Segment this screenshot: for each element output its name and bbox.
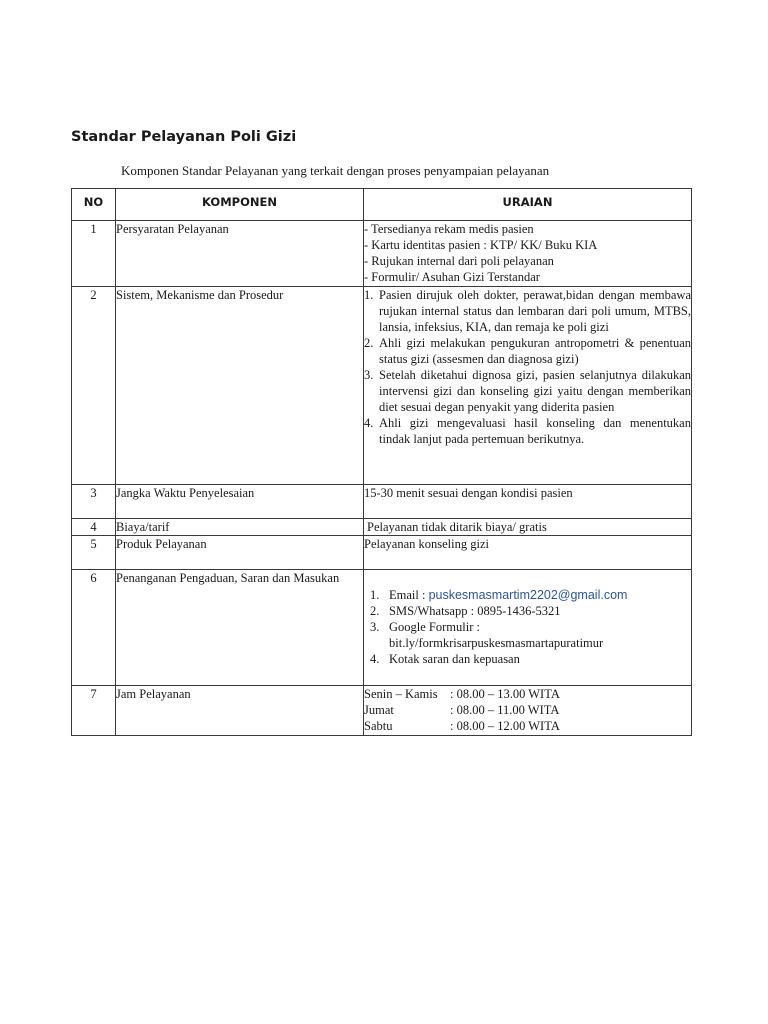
procedure-steps xyxy=(364,287,691,447)
row-komponen: Sistem, Mekanisme dan Prosedur xyxy=(116,287,364,485)
contact-item-google-form xyxy=(364,619,691,651)
step-number: 1. xyxy=(364,288,374,302)
row-number: 6 xyxy=(72,570,116,686)
table-row xyxy=(72,519,692,536)
row-komponen: Produk Pelayanan xyxy=(116,536,364,570)
uraian-line: - Formulir/ Asuhan Gizi Terstandar xyxy=(364,270,540,284)
table-row xyxy=(72,570,692,686)
row-number: 1 xyxy=(72,221,116,287)
row-number: 5 xyxy=(72,536,116,570)
step-text: Pasien dirujuk oleh dokter, perawat,bidan dengan membawa rujukan internal status dan lembaran dari poli umum, MTBS, lansia, infeksius, KIA, dan remaja ke poli gizi xyxy=(379,288,691,334)
step-text: Ahli gizi melakukan pengukuran antropometri & penentuan status gizi (assesmen dan diagnosa gizi) xyxy=(379,336,691,366)
row-number: 7 xyxy=(72,686,116,736)
row-uraian: Pelayanan tidak ditarik biaya/ gratis xyxy=(364,519,692,536)
row-number: 3 xyxy=(72,485,116,519)
table-row xyxy=(72,536,692,570)
row-uraian xyxy=(364,686,692,736)
uraian-line: - Tersedianya rekam medis pasien xyxy=(364,222,534,236)
step-number: 3. xyxy=(364,368,374,382)
contact-label: SMS/Whatsapp : 0895-1436-5321 xyxy=(389,604,561,618)
contact-number: 2. xyxy=(370,604,380,618)
procedure-step xyxy=(364,287,691,335)
header-no: NO xyxy=(72,189,116,221)
row-uraian xyxy=(364,570,692,686)
schedule-time: : 08.00 – 12.00 WITA xyxy=(450,719,560,733)
step-text: Ahli gizi mengevaluasi hasil konseling dan menentukan tindak lanjut pada pertemuan berikutnya. xyxy=(379,416,691,446)
row-komponen: Jam Pelayanan xyxy=(116,686,364,736)
table-row xyxy=(72,287,692,485)
row-number: 4 xyxy=(72,519,116,536)
contact-label: Google Formulir : xyxy=(389,620,480,634)
header-komponen: KOMPONEN xyxy=(116,189,364,221)
contact-number: 1. xyxy=(370,588,380,602)
contact-label: Email : xyxy=(389,588,429,602)
step-number: 4. xyxy=(364,416,374,430)
row-komponen: Persyaratan Pelayanan xyxy=(116,221,364,287)
email-link[interactable]: puskesmasmartim2202@gmail.com xyxy=(428,588,628,602)
contact-list xyxy=(364,587,691,667)
row-number: 2 xyxy=(72,287,116,485)
schedule-row xyxy=(364,718,691,734)
row-uraian: Pelayanan konseling gizi xyxy=(364,536,692,570)
contact-item-kotak-saran xyxy=(364,651,691,667)
procedure-step xyxy=(364,415,691,447)
schedule-day: Sabtu xyxy=(364,719,393,733)
row-uraian: 15-30 menit sesuai dengan kondisi pasien xyxy=(364,485,692,519)
row-uraian xyxy=(364,221,692,287)
schedule-time: : 08.00 – 11.00 WITA xyxy=(450,703,560,717)
table-row xyxy=(72,686,692,736)
step-text: Setelah diketahui dignosa gizi, pasien selanjutnya dilakukan intervensi gizi dan konseling gizi yaitu dengan memberikan diet sesuai degan penyakit yang diderita pasien xyxy=(379,368,691,414)
document-subtitle: Komponen Standar Pelayanan yang terkait dengan proses penyampaian pelayanan xyxy=(121,163,550,178)
contact-number: 3. xyxy=(370,620,380,634)
contact-label: Kotak saran dan kepuasan xyxy=(389,652,520,666)
schedule-time: : 08.00 – 13.00 WITA xyxy=(450,687,560,701)
procedure-step xyxy=(364,335,691,367)
row-komponen: Jangka Waktu Penyelesaian xyxy=(116,485,364,519)
contact-item-email xyxy=(364,587,691,603)
row-komponen: Biaya/tarif xyxy=(116,519,364,536)
uraian-line: - Rujukan internal dari poli pelayanan xyxy=(364,254,554,268)
table-row xyxy=(72,485,692,519)
contact-item-whatsapp xyxy=(364,603,691,619)
procedure-step xyxy=(364,367,691,415)
google-form-link[interactable]: bit.ly/formkrisarpuskesmasmartapuratimur xyxy=(389,636,604,650)
schedule-row xyxy=(364,702,691,718)
table-row xyxy=(72,221,692,287)
service-standard-table xyxy=(71,188,692,736)
document-title: Standar Pelayanan Poli Gizi xyxy=(71,129,297,145)
table-header-row xyxy=(72,189,692,221)
uraian-line: - Kartu identitas pasien : KTP/ KK/ Buku KIA xyxy=(364,238,598,252)
header-uraian: URAIAN xyxy=(364,189,692,221)
step-number: 2. xyxy=(364,336,374,350)
schedule-row xyxy=(364,686,691,702)
schedule-day: Senin – Kamis xyxy=(364,687,438,701)
contact-number: 4. xyxy=(370,652,380,666)
schedule-day: Jumat xyxy=(364,703,394,717)
row-komponen: Penanganan Pengaduan, Saran dan Masukan xyxy=(116,570,364,686)
row-uraian xyxy=(364,287,692,485)
